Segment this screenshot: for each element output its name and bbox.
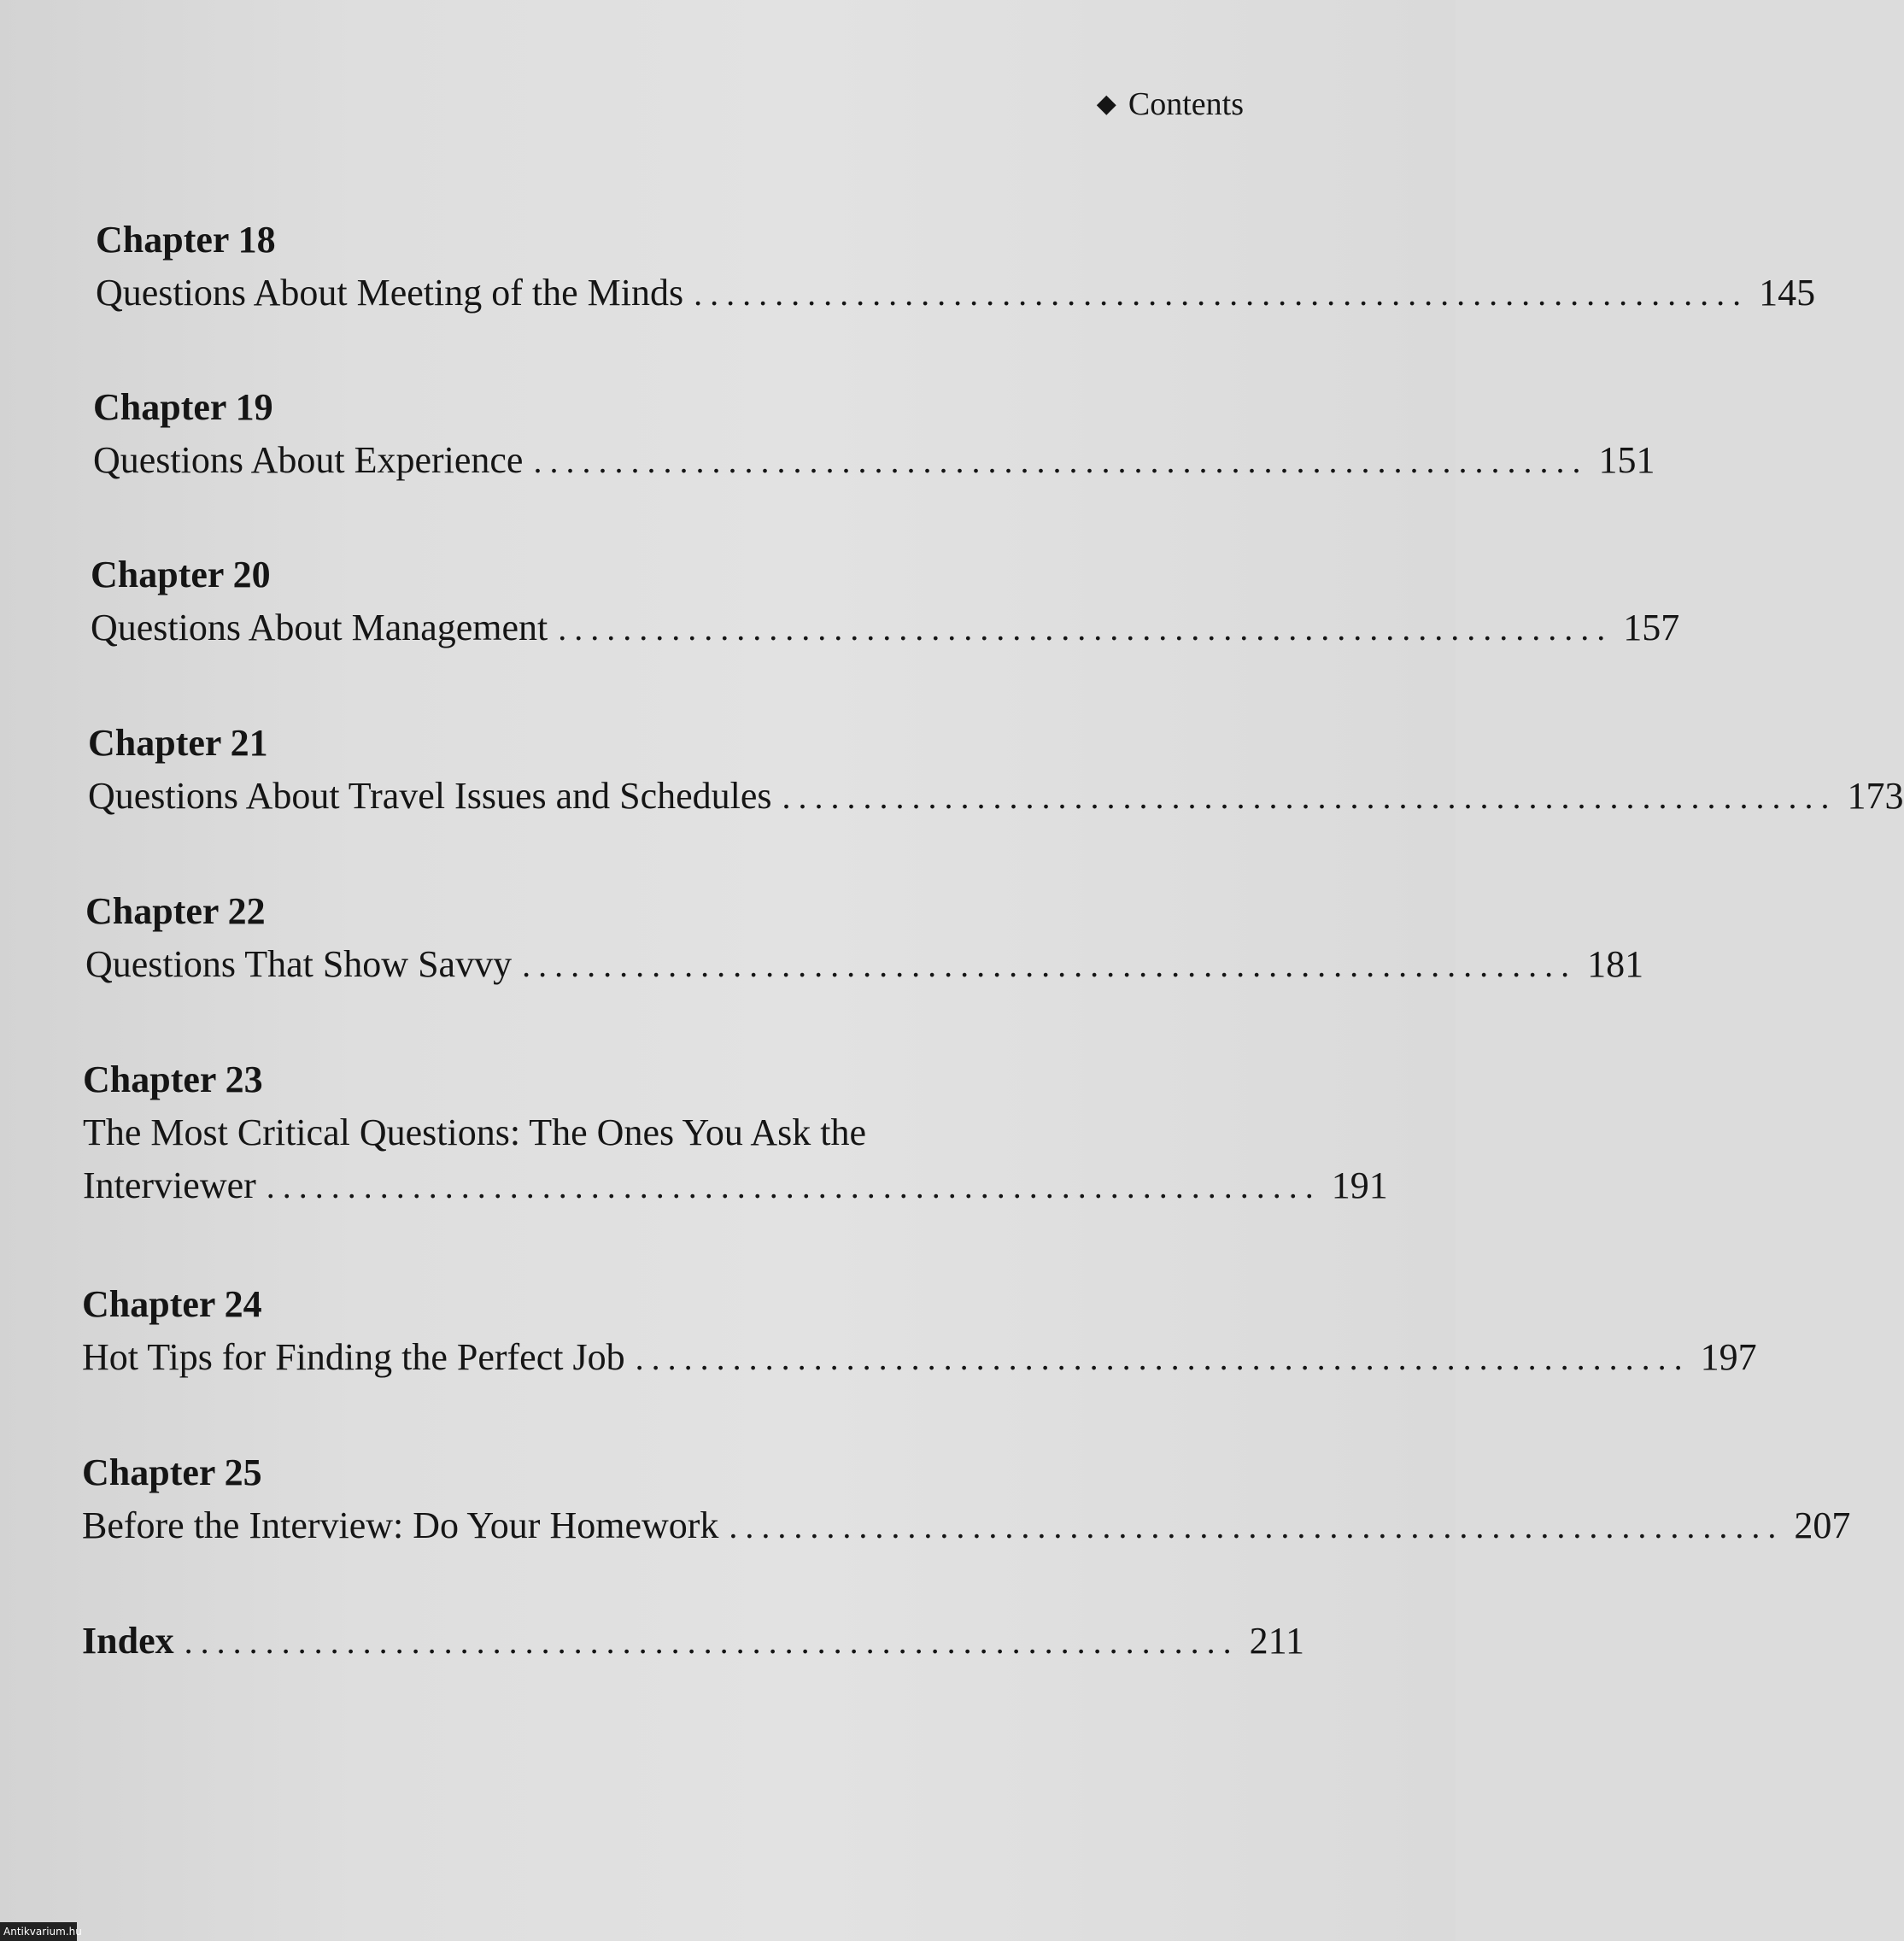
toc-line bbox=[88, 770, 1904, 824]
page-number: 181 bbox=[1587, 943, 1644, 985]
toc-entry-chapter-24 bbox=[82, 1278, 1757, 1385]
chapter-label: Chapter 20 bbox=[91, 554, 271, 595]
toc-entry-chapter-19 bbox=[93, 381, 1655, 488]
dot-leader: ................................................................. bbox=[184, 1622, 1239, 1661]
chapter-label: Chapter 18 bbox=[96, 219, 276, 261]
page-number: 211 bbox=[1249, 1620, 1304, 1662]
chapter-title: Questions About Experience bbox=[93, 439, 524, 481]
dot-leader: ................................................................. bbox=[782, 777, 1837, 816]
page-number: 207 bbox=[1794, 1504, 1851, 1546]
toc-entry-index bbox=[82, 1615, 1304, 1668]
toc-entry-chapter-23 bbox=[83, 1053, 1388, 1213]
chapter-title: Before the Interview: Do Your Homework bbox=[82, 1504, 719, 1546]
diamond-icon: ◆ bbox=[1096, 90, 1116, 118]
chapter-label: Chapter 19 bbox=[93, 386, 273, 428]
dot-leader: ................................................................. bbox=[266, 1167, 1321, 1205]
dot-leader: ................................................................. bbox=[522, 946, 1578, 984]
running-header bbox=[1097, 85, 1244, 123]
dot-leader: ................................................................. bbox=[694, 274, 1749, 313]
page-number: 145 bbox=[1759, 272, 1816, 314]
toc-entry-chapter-18 bbox=[96, 214, 1816, 320]
page-number: 151 bbox=[1598, 439, 1655, 481]
chapter-label: Chapter 24 bbox=[82, 1283, 262, 1325]
watermark: Antikvarium.hu bbox=[0, 1922, 77, 1941]
toc-line bbox=[93, 434, 1655, 488]
dot-leader: ................................................................. bbox=[729, 1507, 1784, 1545]
index-title: Index bbox=[82, 1620, 174, 1662]
dot-leader: ................................................................. bbox=[558, 609, 1614, 648]
dot-leader: ................................................................. bbox=[635, 1339, 1690, 1377]
chapter-title: Questions That Show Savvy bbox=[85, 943, 513, 985]
dot-leader: ................................................................. bbox=[533, 442, 1589, 480]
chapter-title-line-1: The Most Critical Questions: The Ones You Ask the bbox=[83, 1111, 867, 1153]
chapter-label: Chapter 22 bbox=[85, 890, 266, 932]
toc-line bbox=[85, 938, 1644, 992]
toc-line bbox=[83, 1159, 1388, 1213]
toc-entry-chapter-22 bbox=[85, 885, 1644, 992]
toc-line bbox=[82, 1331, 1757, 1385]
toc-entry-chapter-25 bbox=[82, 1446, 1851, 1553]
page-number: 191 bbox=[1331, 1164, 1388, 1206]
chapter-label: Chapter 21 bbox=[88, 722, 268, 764]
page-number: 173 bbox=[1847, 775, 1904, 817]
chapter-title: Hot Tips for Finding the Perfect Job bbox=[82, 1336, 625, 1378]
page-number: 157 bbox=[1623, 607, 1680, 648]
chapter-label: Chapter 25 bbox=[82, 1451, 262, 1493]
header-label: Contents bbox=[1128, 86, 1244, 122]
chapter-title: Questions About Travel Issues and Schedules bbox=[88, 775, 772, 817]
chapter-label: Chapter 23 bbox=[83, 1058, 263, 1100]
chapter-title: Questions About Management bbox=[91, 607, 548, 648]
toc-line bbox=[91, 601, 1680, 655]
toc-entry-chapter-20 bbox=[91, 548, 1680, 655]
toc-line bbox=[96, 267, 1816, 320]
toc-line bbox=[82, 1499, 1851, 1553]
page-number: 197 bbox=[1700, 1336, 1757, 1378]
chapter-title: Questions About Meeting of the Minds bbox=[96, 272, 684, 314]
toc-line bbox=[82, 1615, 1304, 1668]
toc-entry-chapter-21 bbox=[88, 717, 1904, 824]
chapter-title: Interviewer bbox=[83, 1164, 256, 1206]
